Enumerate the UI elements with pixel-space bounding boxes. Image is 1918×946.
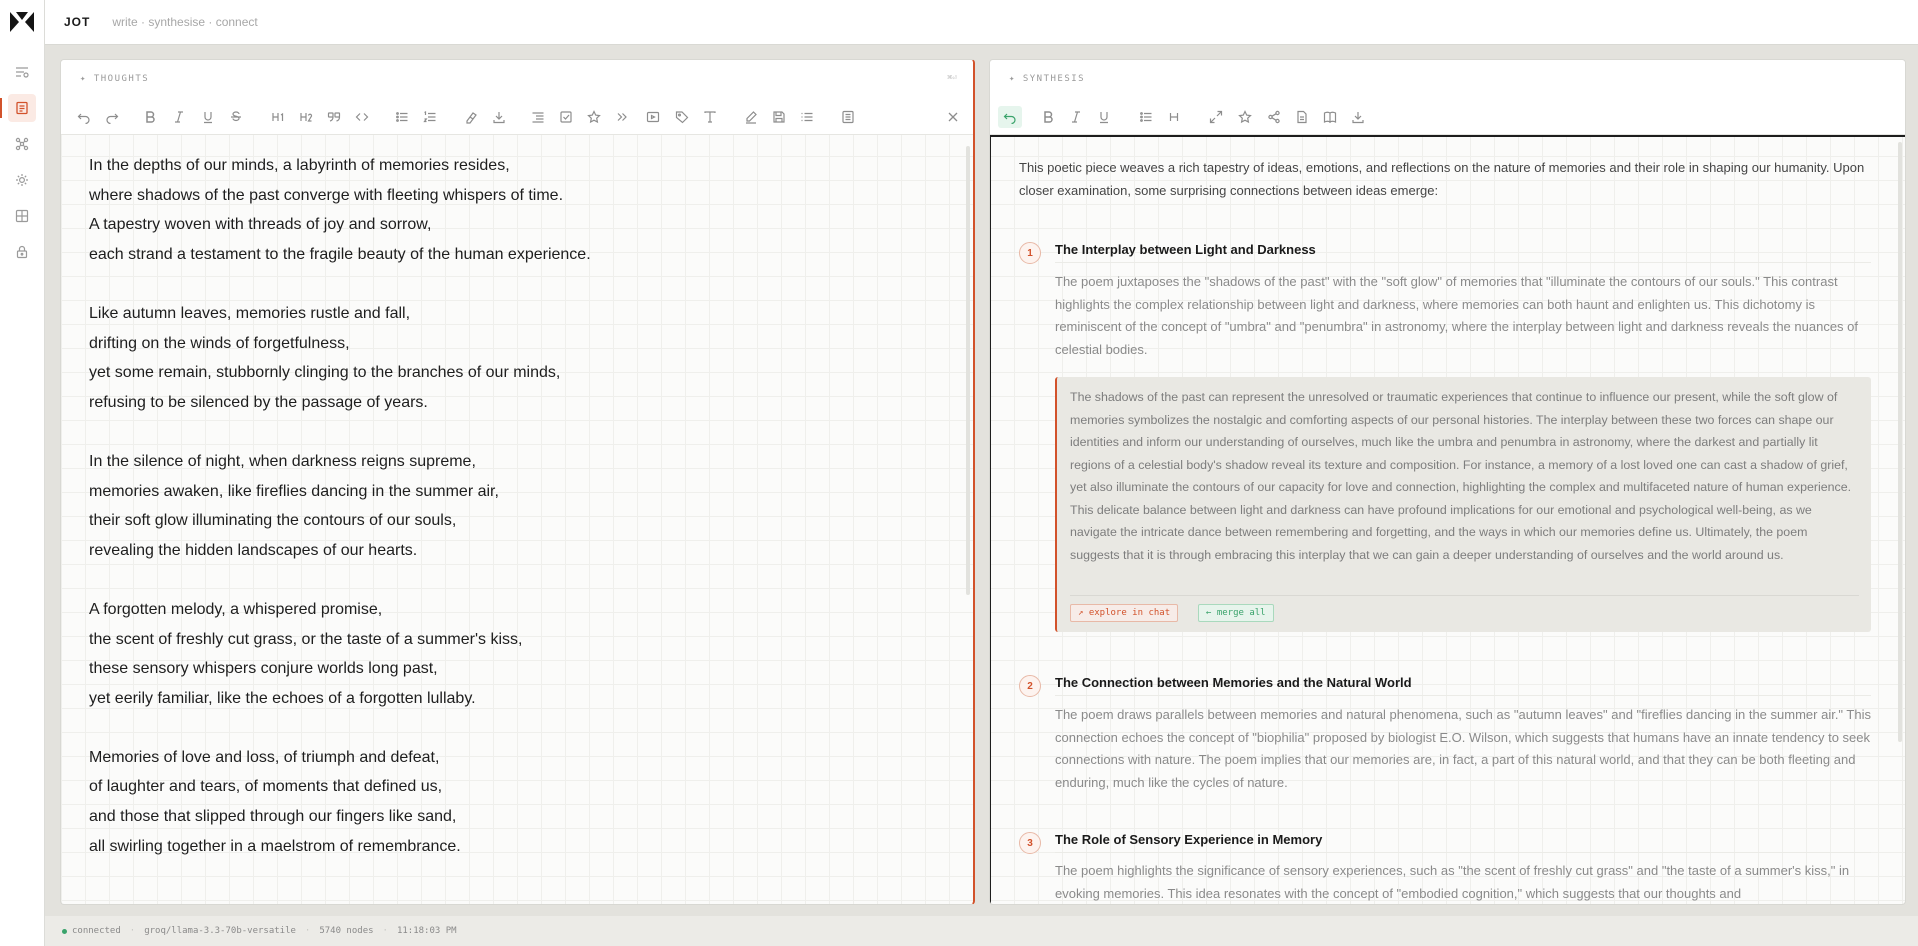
indent-icon[interactable] (528, 107, 548, 127)
bullet-list-icon[interactable] (392, 107, 412, 127)
editor-scrollbar[interactable] (966, 146, 970, 595)
connection-status: connected (72, 926, 121, 936)
callout-divider (1070, 595, 1859, 596)
italic-icon[interactable] (169, 107, 189, 127)
tag-icon[interactable] (672, 107, 692, 127)
synthesis-content (990, 135, 1905, 904)
numbered-list-icon[interactable] (420, 107, 440, 127)
book-icon[interactable] (1320, 107, 1340, 127)
graph-icon[interactable] (8, 130, 36, 158)
italic-icon[interactable] (1066, 107, 1086, 127)
section-number-badge: 3 (1019, 832, 1041, 854)
export-icon[interactable] (489, 107, 509, 127)
synthesis-toolbar (990, 98, 1905, 135)
blank-line (89, 713, 591, 743)
thoughts-toolbar (61, 98, 973, 135)
download-icon[interactable] (1348, 107, 1368, 127)
app-brand: JOT (64, 15, 91, 29)
bullet-list-icon[interactable] (1136, 107, 1156, 127)
file-icon[interactable] (1292, 107, 1312, 127)
explore-in-chat-button[interactable]: ↗ explore in chat (1070, 604, 1178, 622)
document-icon[interactable] (8, 94, 36, 122)
stanza (89, 447, 591, 565)
section-body: The poem juxtaposes the "shadows of the past" with the "soft glow" of memories that "illuminate the contours of our souls." This contrast highlights the complex relationship between light and darkness, where memories can both haunt and enlighten us. This dichotomy is reminiscent of the concept of "umbra" and "penumbra" in astronomy, where the interplay between light and darkness reveals the nuances of celestial bodies. (1055, 274, 1859, 357)
sun-icon[interactable] (8, 166, 36, 194)
strikethrough-icon[interactable] (226, 107, 246, 127)
callout-text: The shadows of the past can represent the unresolved or traumatic experiences that continue to influence our present, while the soft glow of memories symbolizes the nostalgic and comforting aspects of our personal histories. The interplay between these two forces can shape our identities and inform our understanding of ourselves, much like the umbra and penumbra in astronomy, where the darkest and partially lit regions of a celestial body's shadow reveal its texture and composition. For instance, a memory of a lost loved one can cast a shadow of grief, yet also illuminate the contours of our capacity for love and connection, highlighting the complex and multifaceted nature of human experience. This delicate balance between light and darkness can have profound implications for our emotional and psychological well-being, as we navigate the intricate dance between remembering and forgetting, and the ways in which our memories define us. Ultimately, the poem suggests that it is through embracing this interplay that we can gain a deeper understanding of ourselves and the world around us. (1070, 390, 1852, 562)
connection-status-dot (62, 929, 67, 934)
expansion-callout (1055, 377, 1871, 632)
embed-icon[interactable] (643, 107, 663, 127)
undo-icon[interactable] (74, 107, 94, 127)
checklist-icon[interactable] (556, 107, 576, 127)
section-body: The poem highlights the significance of sensory experiences, such as "the scent of freshly cut grass" and "the taste of a summer's kiss," in evoking memories. This idea resonates with the concept of "embodied cognition," which suggests that our thoughts and (1055, 863, 1850, 901)
poem-line: the scent of freshly cut grass, or the taste of a summer's kiss, (89, 630, 523, 648)
poem-line: these sensory whispers conjure worlds long past, (89, 660, 438, 678)
heading-2-icon[interactable] (296, 107, 316, 127)
node-count: 5740 nodes (319, 926, 374, 936)
poem-line: revealing the hidden landscapes of our hearts. (89, 541, 418, 559)
blank-line (89, 417, 591, 447)
share-icon[interactable] (1264, 107, 1284, 127)
separator: · (129, 926, 136, 936)
list-icon[interactable] (797, 107, 817, 127)
poem-line: In the silence of night, when darkness reigns supreme, (89, 452, 476, 470)
nav-rail (0, 0, 45, 946)
merge-all-button[interactable]: ← merge all (1198, 604, 1274, 622)
synthesis-title: ✦ SYNTHESIS (1009, 74, 1086, 84)
poem-line: memories awaken, like fireflies dancing in the summer air, (89, 482, 499, 500)
redo-icon[interactable] (102, 107, 122, 127)
thoughts-list-icon[interactable] (8, 58, 36, 86)
text-icon[interactable] (700, 107, 720, 127)
section-title: The Interplay between Light and Darkness (1055, 242, 1871, 263)
thoughts-panel (60, 59, 975, 905)
model-name: groq/llama-3.3-70b-versatile (144, 926, 296, 936)
synthesis-scrollbar[interactable] (1898, 142, 1902, 742)
document-outline-icon[interactable] (838, 107, 858, 127)
blank-line (89, 565, 591, 595)
grid-icon[interactable] (8, 202, 36, 230)
poem-line: all swirling together in a maelstrom of remembrance. (89, 837, 461, 855)
stanza (89, 743, 591, 861)
star-icon[interactable] (1235, 107, 1255, 127)
heading-icon[interactable] (1164, 107, 1184, 127)
synthesis-panel (989, 59, 1906, 905)
undo-synthesis-icon[interactable] (998, 106, 1022, 128)
poem-line: each strand a testament to the fragile beauty of the human experience. (89, 245, 591, 263)
separator: · (304, 926, 311, 936)
section-number-badge: 1 (1019, 242, 1041, 264)
expand-icon[interactable] (1206, 107, 1226, 127)
thoughts-header (61, 60, 973, 98)
poem-line: and those that slipped through our fingers like sand, (89, 808, 457, 826)
close-icon[interactable] (943, 107, 963, 127)
poem-line: their soft glow illuminating the contours of our souls, (89, 512, 457, 530)
section-title: The Role of Sensory Experience in Memory (1055, 832, 1871, 853)
bold-icon[interactable] (140, 107, 160, 127)
section-number-badge: 2 (1019, 675, 1041, 697)
section-body: The poem draws parallels between memories and natural phenomena, such as "autumn leaves" and "fireflies dancing in the summer air." This connection echoes the concept of "biophilia" proposed by biologist E.O. Wilson, which suggests that humans have an innate tendency to seek connections with nature. The poem implies that our memories are, in fact, a part of this natural world, and that they can be both fleeting and enduring, much like the cycles of nature. (1055, 707, 1871, 790)
poem-line: A forgotten melody, a whispered promise, (89, 600, 383, 618)
synthesis-header (990, 60, 1905, 98)
save-icon[interactable] (769, 107, 789, 127)
underline-icon[interactable] (198, 107, 218, 127)
poem-line: where shadows of the past converge with fleeting whispers of time. (89, 186, 564, 204)
section-title: The Connection between Memories and the Natural World (1055, 675, 1871, 696)
forward-icon[interactable] (612, 107, 632, 127)
underline-icon[interactable] (1094, 107, 1114, 127)
submit-shortcut-hint: ⌘⏎ (947, 73, 957, 82)
code-icon[interactable] (352, 107, 372, 127)
poem-line: refusing to be silenced by the passage of years. (89, 393, 428, 411)
poem-line: yet some remain, stubbornly clinging to the branches of our minds, (89, 364, 561, 382)
poem-line: drifting on the winds of forgetfulness, (89, 334, 350, 352)
poem-line: of laughter and tears, of moments that defined us, (89, 778, 443, 796)
stanza (89, 299, 591, 417)
separator: · (382, 926, 388, 936)
poem-line: In the depths of our minds, a labyrinth of memories resides, (89, 157, 510, 174)
bold-icon[interactable] (1038, 107, 1058, 127)
poem-line: A tapestry woven with threads of joy and sorrow, (89, 216, 432, 234)
top-bar (45, 0, 1918, 45)
stanza (89, 595, 591, 713)
synthesis-intro: This poetic piece weaves a rich tapestry of ideas, emotions, and reflections on the nature of memories and their role in shaping our humanity. Upon closer examination, some surprising connections between ideas emerge: (1019, 160, 1865, 198)
blank-line (89, 269, 591, 299)
highlight-icon[interactable] (741, 107, 761, 127)
app-tagline: write · synthesise · connect (112, 15, 258, 29)
stanza (89, 151, 591, 269)
status-bar (45, 916, 1918, 946)
star-icon[interactable] (584, 107, 604, 127)
clear-format-icon[interactable] (461, 107, 481, 127)
lock-icon[interactable] (8, 238, 36, 266)
jot-logo[interactable] (8, 10, 36, 34)
clock: 11:18:03 PM (396, 926, 457, 936)
heading-1-icon[interactable] (268, 107, 288, 127)
poem-line: Like autumn leaves, memories rustle and fall, (89, 304, 411, 322)
quote-icon[interactable] (324, 107, 344, 127)
poem-line: Memories of love and loss, of triumph and defeat, (89, 748, 440, 766)
thoughts-editor[interactable] (61, 135, 959, 904)
poem-line: yet eerily familiar, like the echoes of a forgotten lullaby. (89, 689, 476, 707)
thoughts-title: ✦ THOUGHTS (80, 74, 150, 84)
